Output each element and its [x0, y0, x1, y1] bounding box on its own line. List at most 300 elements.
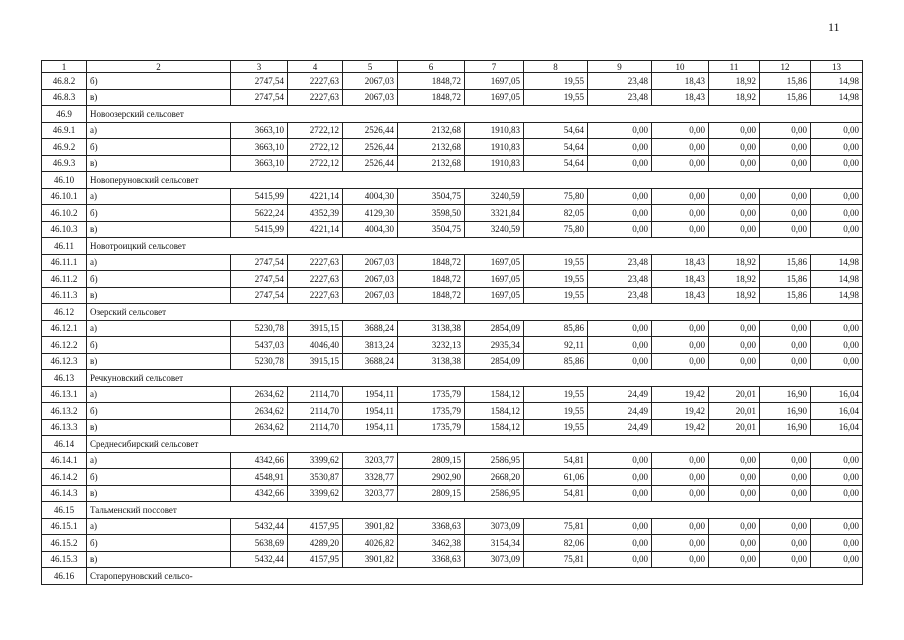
column-header: 12	[760, 61, 811, 73]
row-code: 46.13	[42, 370, 87, 387]
row-code: 46.16	[42, 568, 87, 585]
table-cell: 2747,54	[231, 73, 288, 90]
column-header: 7	[465, 61, 524, 73]
table-cell: 20,01	[709, 403, 760, 420]
table-cell: 2227,63	[288, 73, 343, 90]
table-cell: 19,42	[652, 419, 709, 436]
table-cell: 3504,75	[398, 188, 465, 205]
table-cell: 4157,95	[288, 518, 343, 535]
table-cell: 2132,68	[398, 122, 465, 139]
table-cell: 2634,62	[231, 403, 288, 420]
table-cell: 1735,79	[398, 419, 465, 436]
table-cell: 2668,20	[465, 469, 524, 486]
row-variant: в)	[87, 419, 231, 436]
table-cell: 19,55	[524, 419, 588, 436]
table-cell: 3203,77	[343, 452, 398, 469]
table-cell: 0,00	[709, 139, 760, 156]
table-cell: 0,00	[760, 188, 811, 205]
section-row	[42, 502, 863, 519]
row-code: 46.15.1	[42, 518, 87, 535]
row-code: 46.9.1	[42, 122, 87, 139]
table-cell: 54,81	[524, 452, 588, 469]
table-cell: 0,00	[588, 221, 652, 238]
section-row	[42, 304, 863, 321]
table-cell: 0,00	[588, 452, 652, 469]
table-cell: 23,48	[588, 254, 652, 271]
table-cell: 5230,78	[231, 320, 288, 337]
table-cell: 0,00	[811, 139, 863, 156]
table-cell: 3598,50	[398, 205, 465, 222]
row-variant: а)	[87, 518, 231, 535]
table-row	[42, 89, 863, 106]
table-cell: 1697,05	[465, 73, 524, 90]
table-row	[42, 337, 863, 354]
table-cell: 0,00	[652, 452, 709, 469]
table-cell: 1910,83	[465, 122, 524, 139]
table-cell: 15,86	[760, 287, 811, 304]
table-cell: 2722,12	[288, 139, 343, 156]
table-cell: 18,92	[709, 73, 760, 90]
table-cell: 4157,95	[288, 551, 343, 568]
table-cell: 1848,72	[398, 89, 465, 106]
row-code: 46.12.3	[42, 353, 87, 370]
table-body	[42, 73, 863, 585]
section-name: Новотроицкий сельсовет	[87, 238, 863, 255]
row-variant: а)	[87, 254, 231, 271]
table-cell: 2227,63	[288, 254, 343, 271]
table-cell: 54,64	[524, 139, 588, 156]
table-cell: 3154,34	[465, 535, 524, 552]
table-cell: 1848,72	[398, 254, 465, 271]
table-cell: 0,00	[811, 518, 863, 535]
table-row	[42, 469, 863, 486]
row-variant: б)	[87, 271, 231, 288]
table-cell: 1848,72	[398, 287, 465, 304]
row-variant: а)	[87, 320, 231, 337]
table-cell: 1848,72	[398, 73, 465, 90]
table-cell: 0,00	[709, 122, 760, 139]
table-cell: 0,00	[652, 337, 709, 354]
table-cell: 2114,70	[288, 419, 343, 436]
row-variant: а)	[87, 386, 231, 403]
row-variant: б)	[87, 535, 231, 552]
table-cell: 1954,11	[343, 419, 398, 436]
page-number: 11	[828, 20, 840, 34]
table-row	[42, 320, 863, 337]
table-cell: 1584,12	[465, 419, 524, 436]
table-cell: 3901,82	[343, 551, 398, 568]
table-cell: 75,80	[524, 188, 588, 205]
table-cell: 0,00	[811, 535, 863, 552]
table-cell: 92,11	[524, 337, 588, 354]
row-variant: в)	[87, 353, 231, 370]
row-code: 46.8.2	[42, 73, 87, 90]
table-cell: 15,86	[760, 271, 811, 288]
row-code: 46.12	[42, 304, 87, 321]
table-cell: 3915,15	[288, 320, 343, 337]
table-cell: 3915,15	[288, 353, 343, 370]
table-cell: 3399,62	[288, 452, 343, 469]
table-cell: 0,00	[811, 155, 863, 172]
table-row	[42, 73, 863, 90]
table-cell: 3688,24	[343, 320, 398, 337]
table-cell: 3368,63	[398, 518, 465, 535]
section-name: Среднесибирский сельсовет	[87, 436, 863, 453]
table-cell: 5432,44	[231, 551, 288, 568]
table-cell: 2722,12	[288, 122, 343, 139]
table-cell: 1735,79	[398, 386, 465, 403]
table-cell: 2526,44	[343, 139, 398, 156]
table-cell: 0,00	[652, 221, 709, 238]
table-cell: 5230,78	[231, 353, 288, 370]
section-row	[42, 106, 863, 123]
table-row	[42, 221, 863, 238]
table-cell: 3138,38	[398, 353, 465, 370]
table-cell: 2722,12	[288, 155, 343, 172]
table-cell: 0,00	[811, 205, 863, 222]
table-cell: 16,90	[760, 403, 811, 420]
table-cell: 0,00	[652, 535, 709, 552]
table-cell: 0,00	[811, 122, 863, 139]
table-cell: 15,86	[760, 254, 811, 271]
table-row	[42, 403, 863, 420]
table-cell: 16,90	[760, 386, 811, 403]
table-cell: 0,00	[588, 535, 652, 552]
table-cell: 0,00	[588, 139, 652, 156]
row-variant: б)	[87, 337, 231, 354]
table-cell: 4342,66	[231, 485, 288, 502]
table-cell: 2067,03	[343, 271, 398, 288]
table-cell: 2809,15	[398, 452, 465, 469]
table-cell: 2526,44	[343, 122, 398, 139]
row-code: 46.11.2	[42, 271, 87, 288]
table-row	[42, 452, 863, 469]
table-cell: 19,55	[524, 287, 588, 304]
table-cell: 1735,79	[398, 403, 465, 420]
section-name: Тальменский поссовет	[87, 502, 863, 519]
table-cell: 18,92	[709, 271, 760, 288]
table-cell: 3368,63	[398, 551, 465, 568]
table-cell: 0,00	[760, 122, 811, 139]
table-cell: 85,86	[524, 353, 588, 370]
table-cell: 2747,54	[231, 254, 288, 271]
table-cell: 0,00	[652, 205, 709, 222]
table-cell: 2114,70	[288, 403, 343, 420]
table-cell: 2067,03	[343, 287, 398, 304]
row-variant: б)	[87, 469, 231, 486]
column-header: 4	[288, 61, 343, 73]
table-cell: 24,49	[588, 386, 652, 403]
table-cell: 0,00	[760, 320, 811, 337]
table-cell: 19,42	[652, 403, 709, 420]
row-code: 46.14.3	[42, 485, 87, 502]
row-variant: б)	[87, 205, 231, 222]
section-row	[42, 370, 863, 387]
table-cell: 0,00	[760, 518, 811, 535]
table-cell: 1697,05	[465, 271, 524, 288]
table-row	[42, 386, 863, 403]
row-code: 46.13.2	[42, 403, 87, 420]
table-cell: 4004,30	[343, 188, 398, 205]
table-row	[42, 139, 863, 156]
table-cell: 0,00	[811, 320, 863, 337]
section-name: Староперуновский сельсо-	[87, 568, 863, 585]
table-cell: 5437,03	[231, 337, 288, 354]
table-cell: 2634,62	[231, 419, 288, 436]
table-cell: 18,43	[652, 73, 709, 90]
table-cell: 0,00	[811, 485, 863, 502]
table-row	[42, 254, 863, 271]
table-cell: 4004,30	[343, 221, 398, 238]
table-cell: 2935,34	[465, 337, 524, 354]
table-cell: 0,00	[709, 337, 760, 354]
column-header: 10	[652, 61, 709, 73]
table-cell: 16,04	[811, 419, 863, 436]
row-code: 46.11.1	[42, 254, 87, 271]
table-cell: 4352,39	[288, 205, 343, 222]
table-cell: 0,00	[760, 353, 811, 370]
table-cell: 2747,54	[231, 271, 288, 288]
table-cell: 18,92	[709, 89, 760, 106]
section-name: Новоперуновский сельсовет	[87, 172, 863, 189]
table-cell: 16,04	[811, 386, 863, 403]
table-cell: 0,00	[588, 485, 652, 502]
table-row	[42, 551, 863, 568]
table-cell: 5415,99	[231, 221, 288, 238]
section-name: Речкуновский сельсовет	[87, 370, 863, 387]
table-cell: 2227,63	[288, 271, 343, 288]
row-variant: а)	[87, 122, 231, 139]
table-cell: 0,00	[652, 518, 709, 535]
row-variant: а)	[87, 188, 231, 205]
column-header: 6	[398, 61, 465, 73]
row-code: 46.15.2	[42, 535, 87, 552]
table-cell: 0,00	[811, 221, 863, 238]
table-cell: 0,00	[760, 535, 811, 552]
row-code: 46.13.1	[42, 386, 87, 403]
row-variant: в)	[87, 551, 231, 568]
section-row	[42, 436, 863, 453]
row-code: 46.15.3	[42, 551, 87, 568]
table-cell: 0,00	[652, 155, 709, 172]
table-cell: 0,00	[760, 221, 811, 238]
table-cell: 1954,11	[343, 403, 398, 420]
table-cell: 0,00	[760, 205, 811, 222]
table-cell: 0,00	[588, 188, 652, 205]
table-cell: 5432,44	[231, 518, 288, 535]
column-header: 13	[811, 61, 863, 73]
section-row	[42, 238, 863, 255]
table-cell: 0,00	[652, 139, 709, 156]
table-cell: 18,43	[652, 254, 709, 271]
table-cell: 0,00	[811, 188, 863, 205]
table-cell: 15,86	[760, 73, 811, 90]
column-header: 3	[231, 61, 288, 73]
table-cell: 0,00	[709, 518, 760, 535]
table-cell: 2067,03	[343, 73, 398, 90]
table-cell: 0,00	[760, 139, 811, 156]
row-code: 46.13.3	[42, 419, 87, 436]
table-cell: 4221,14	[288, 188, 343, 205]
table-cell: 2586,95	[465, 452, 524, 469]
table-cell: 0,00	[652, 353, 709, 370]
table-cell: 23,48	[588, 73, 652, 90]
table-cell: 3328,77	[343, 469, 398, 486]
row-code: 46.9.3	[42, 155, 87, 172]
table-cell: 1910,83	[465, 139, 524, 156]
row-variant: а)	[87, 452, 231, 469]
table-cell: 0,00	[588, 205, 652, 222]
table-cell: 2067,03	[343, 89, 398, 106]
table-cell: 0,00	[709, 535, 760, 552]
table-cell: 0,00	[760, 337, 811, 354]
table-cell: 2227,63	[288, 89, 343, 106]
table-cell: 3530,87	[288, 469, 343, 486]
row-code: 46.12.2	[42, 337, 87, 354]
row-code: 46.11	[42, 238, 87, 255]
table-cell: 4289,20	[288, 535, 343, 552]
row-code: 46.14.1	[42, 452, 87, 469]
table-cell: 4548,91	[231, 469, 288, 486]
table-cell: 0,00	[652, 122, 709, 139]
table-row	[42, 155, 863, 172]
table-cell: 54,64	[524, 122, 588, 139]
table-cell: 0,00	[588, 155, 652, 172]
table-cell: 19,55	[524, 89, 588, 106]
table-cell: 2114,70	[288, 386, 343, 403]
table-cell: 19,55	[524, 386, 588, 403]
section-row	[42, 172, 863, 189]
table-cell: 1697,05	[465, 254, 524, 271]
table-cell: 0,00	[811, 469, 863, 486]
table-cell: 3663,10	[231, 139, 288, 156]
table-cell: 18,43	[652, 287, 709, 304]
table-cell: 0,00	[811, 452, 863, 469]
table-cell: 3240,59	[465, 221, 524, 238]
column-header: 5	[343, 61, 398, 73]
table-cell: 0,00	[760, 452, 811, 469]
column-header: 2	[87, 61, 231, 73]
table-cell: 3663,10	[231, 122, 288, 139]
table-cell: 0,00	[709, 221, 760, 238]
table-cell: 0,00	[588, 320, 652, 337]
row-code: 46.10.2	[42, 205, 87, 222]
table-cell: 1954,11	[343, 386, 398, 403]
table-row	[42, 485, 863, 502]
table-cell: 1584,12	[465, 403, 524, 420]
row-variant: в)	[87, 155, 231, 172]
table-cell: 0,00	[652, 551, 709, 568]
table-cell: 0,00	[709, 469, 760, 486]
table-cell: 75,81	[524, 551, 588, 568]
table-cell: 2902,90	[398, 469, 465, 486]
row-variant: в)	[87, 287, 231, 304]
table-cell: 23,48	[588, 271, 652, 288]
row-code: 46.10	[42, 172, 87, 189]
table-cell: 18,92	[709, 287, 760, 304]
table-cell: 0,00	[760, 469, 811, 486]
row-variant: б)	[87, 403, 231, 420]
table-cell: 85,86	[524, 320, 588, 337]
table-cell: 18,43	[652, 89, 709, 106]
table-cell: 2809,15	[398, 485, 465, 502]
table-cell: 4026,82	[343, 535, 398, 552]
table-cell: 3073,09	[465, 551, 524, 568]
table-cell: 3138,38	[398, 320, 465, 337]
header-row	[42, 61, 863, 73]
table-cell: 20,01	[709, 386, 760, 403]
table-cell: 54,81	[524, 485, 588, 502]
table-cell: 3813,24	[343, 337, 398, 354]
table-cell: 3504,75	[398, 221, 465, 238]
table-cell: 0,00	[760, 155, 811, 172]
table-cell: 0,00	[811, 551, 863, 568]
table-cell: 2854,09	[465, 320, 524, 337]
row-code: 46.8.3	[42, 89, 87, 106]
table-cell: 3462,38	[398, 535, 465, 552]
table-cell: 5415,99	[231, 188, 288, 205]
table-cell: 14,98	[811, 271, 863, 288]
table-cell: 0,00	[709, 353, 760, 370]
table-row	[42, 271, 863, 288]
table-cell: 16,90	[760, 419, 811, 436]
table-cell: 18,92	[709, 254, 760, 271]
table-cell: 1848,72	[398, 271, 465, 288]
table-cell: 82,05	[524, 205, 588, 222]
table-cell: 0,00	[709, 155, 760, 172]
table-row	[42, 287, 863, 304]
table-cell: 2747,54	[231, 287, 288, 304]
table-cell: 19,55	[524, 271, 588, 288]
table-cell: 75,81	[524, 518, 588, 535]
table-cell: 3240,59	[465, 188, 524, 205]
table-cell: 4129,30	[343, 205, 398, 222]
table-cell: 0,00	[709, 485, 760, 502]
row-code: 46.15	[42, 502, 87, 519]
table-cell: 19,55	[524, 254, 588, 271]
table-cell: 2067,03	[343, 254, 398, 271]
table-cell: 0,00	[709, 320, 760, 337]
table-cell: 19,55	[524, 403, 588, 420]
table-cell: 2586,95	[465, 485, 524, 502]
table-cell: 2634,62	[231, 386, 288, 403]
section-name: Новоозерский сельсовет	[87, 106, 863, 123]
table-cell: 4342,66	[231, 452, 288, 469]
table-cell: 19,55	[524, 73, 588, 90]
table-cell: 14,98	[811, 73, 863, 90]
table-cell: 0,00	[588, 122, 652, 139]
table-row	[42, 535, 863, 552]
table-cell: 14,98	[811, 254, 863, 271]
column-header: 8	[524, 61, 588, 73]
table-cell: 0,00	[652, 188, 709, 205]
table-cell: 20,01	[709, 419, 760, 436]
table-cell: 0,00	[652, 485, 709, 502]
table-cell: 0,00	[811, 353, 863, 370]
table-cell: 0,00	[709, 452, 760, 469]
table-cell: 1697,05	[465, 287, 524, 304]
table-cell: 0,00	[709, 205, 760, 222]
table-cell: 1910,83	[465, 155, 524, 172]
column-header: 11	[709, 61, 760, 73]
table-row	[42, 122, 863, 139]
table-cell: 2526,44	[343, 155, 398, 172]
table-cell: 0,00	[811, 337, 863, 354]
table-cell: 3901,82	[343, 518, 398, 535]
table-cell: 0,00	[652, 320, 709, 337]
row-code: 46.9.2	[42, 139, 87, 156]
row-code: 46.12.1	[42, 320, 87, 337]
